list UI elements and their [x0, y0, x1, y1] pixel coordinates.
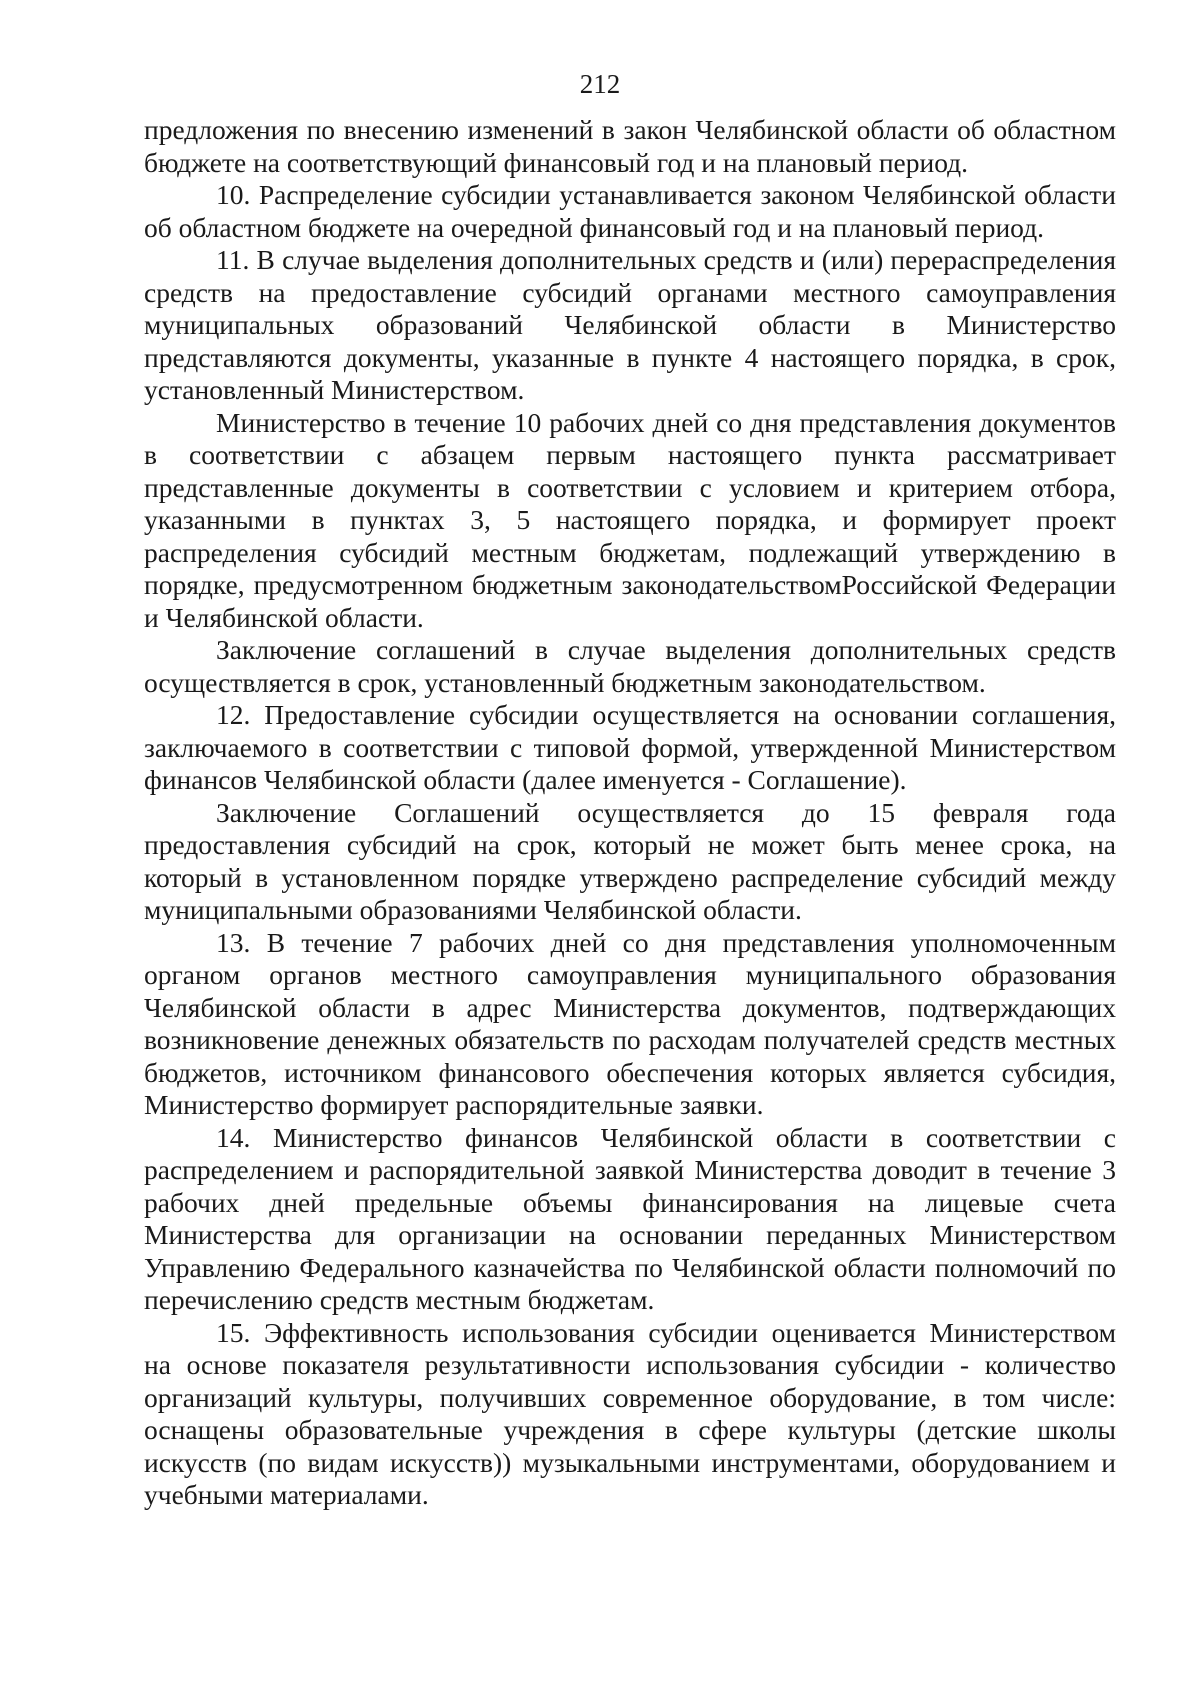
paragraph-item-13: 13. В течение 7 рабочих дней со дня представления уполномоченным органом органов местного самоуправления муниципального образования Челябинской области в адрес Министерства документов, подтверждающих возникновение денежных обязательств по расходам получателей средств местных бюджетов, источником финансового обеспечения которых является субсидия, Министерство формирует распорядительные заявки.: [144, 926, 1116, 1120]
paragraph-continuation: предложения по внесению изменений в закон Челябинской области об областном бюджете на соответствующий финансовый год и на плановый период.: [144, 114, 1116, 178]
paragraph-item-12-part-2: Заключение Соглашений осуществляется до 15 февраля года предоставления субсидий на срок, который не может быть менее срока, на который в установленном порядке утверждено распределение субсидий между муниципальными образованиями Челябинской области.: [144, 796, 1116, 925]
document-body: [144, 114, 1116, 1512]
paragraph-item-11-part-2: Министерство в течение 10 рабочих дней со дня представления документов в соответствии с абзацем первым настоящего пункта рассматривает представленные документы в соответствии с условием и критерием отбора, указанными в пунктах 3, 5 настоящего порядка, и формирует проект распределения субсидий местным бюджетам, подлежащий утверждению в порядке, предусмотренном бюджетным законодательствомРоссийской Федерации и Челябинской области.: [144, 406, 1116, 633]
page-number: 212: [579, 69, 621, 99]
paragraph-item-11-part-3: Заключение соглашений в случае выделения дополнительных средств осуществляется в срок, установленный бюджетным законодательством.: [144, 634, 1116, 698]
paragraph-item-14: 14. Министерство финансов Челябинской области в соответствии с распределением и распорядительной заявкой Министерства доводит в течение 3 рабочих дней предельные объемы финансирования на лицевые счета Министерства для организации на основании переданных Министерством Управлению Федерального казначейства по Челябинской области полномочий по перечислению средств местным бюджетам.: [144, 1121, 1116, 1315]
paragraph-item-10: 10. Распределение субсидии устанавливается законом Челябинской области об областном бюджете на очередной финансовый год и на плановый период.: [144, 179, 1116, 243]
paragraph-item-15: 15. Эффективность использования субсидии оценивается Министерством на основе показателя результативности использования субсидии - количество организаций культуры, получивших современное оборудование, в том числе: оснащены образовательные учреждения в сфере культуры (детские школы искусств (по видам искусств)) музыкальными инструментами, оборудованием и учебными материалами.: [144, 1316, 1116, 1510]
paragraph-item-12: 12. Предоставление субсидии осуществляется на основании соглашения, заключаемого в соответствии с типовой формой, утвержденной Министерством финансов Челябинской области (далее именуется - Соглашение).: [144, 699, 1116, 795]
paragraph-item-11: 11. В случае выделения дополнительных средств и (или) перераспределения средств на предоставление субсидий органами местного самоуправления муниципальных образований Челябинской области в Министерство представляются документы, указанные в пункте 4 настоящего порядка, в срок, установленный Министерством.: [144, 244, 1116, 405]
